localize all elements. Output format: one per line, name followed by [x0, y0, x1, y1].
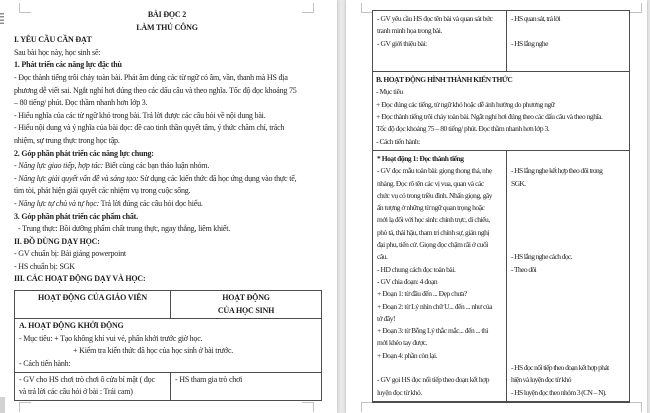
text-line: - HS chuẩn bị: SGK — [14, 261, 75, 271]
lesson-body-text — [14, 9, 320, 286]
text-line: - HD chung cách đọc toàn bài. — [377, 264, 456, 274]
activity-table-header — [15, 291, 321, 319]
text-line: - GV yêu cầu HS đọc tên bài và quan sát bức — [377, 14, 493, 23]
text-boundary-mark-icon — [630, 402, 642, 412]
text-line: mới lạ đối với học sinh: chính trực, di chiếu, — [377, 215, 490, 225]
student-activity-cell — [171, 373, 321, 400]
text-line: tìm tòi, phát hiện giải quyết các nhiệm vụ trong cuộc sống. — [14, 186, 191, 196]
student-activity-cell — [507, 11, 629, 71]
text-line — [14, 198, 320, 211]
text-line — [511, 202, 625, 214]
text-line: - HS lắng nghe cách đọc. — [511, 252, 572, 262]
text-line: A. HOẠT ĐỘNG KHỞI ĐỘNG — [19, 321, 124, 331]
text-line — [377, 362, 502, 374]
text-line: phương dễ viết sai. Ngắt nghỉ hơi đúng theo các dấu câu và theo nghĩa. Tốc độ đọc khoảng 75 — [14, 85, 297, 95]
text-line: - HS lắng nghe — [511, 38, 548, 48]
teacher-activity-cell — [373, 151, 507, 401]
text-line: - Hiểu nghĩa của các từ ngữ khó trong bài. Trả lời được các câu hỏi về nội dung bài. — [14, 110, 266, 120]
text-line: - HS lắng nghe kết hợp theo dõi trong — [511, 166, 603, 176]
text-line — [511, 239, 625, 251]
text-line: + Đoạn 2: từ Lý nhìn chữ U... đến ... như của — [377, 301, 493, 311]
text-line — [511, 153, 625, 165]
text-line: - GV cho HS chơi trò chơi ô cửa bí mật ( đọc — [19, 374, 155, 384]
text-line: ấn tượng ở những từ ngữ quan trọng hoặc — [377, 203, 485, 213]
text-line: * Hoạt động 1: Đọc thành tiếng — [377, 153, 464, 163]
text-line: - GV chuẩn bị: Bài giảng powerpoint — [14, 249, 126, 259]
text-line: LÀM THỦ CÔNG — [136, 22, 198, 32]
text-line — [14, 160, 320, 173]
text-line: + Đoạn 4: phần còn lại. — [377, 350, 438, 360]
teacher-column-header: HOẠT ĐỘNG CỦA GIÁO VIÊN — [15, 291, 171, 318]
text-line: + Đoạn 3: từ Bỗng Lý thắc mắc... đến ... thì — [377, 326, 488, 336]
text-line — [511, 227, 625, 239]
text-line — [511, 190, 625, 202]
text-line: 1. Phát triển các năng lực đặc thù — [14, 60, 122, 70]
table-row — [373, 151, 629, 402]
text-line — [511, 337, 625, 349]
text-line: mới khéo tay được. — [377, 338, 428, 348]
text-line — [511, 276, 625, 288]
text-line — [511, 214, 625, 226]
page-edge-fragment — [0, 397, 5, 413]
text-line: - Theo dõi — [511, 264, 537, 274]
text-line — [511, 301, 625, 313]
text-line: - Đọc thành tiếng trôi chảy toàn bài. Phát âm đúng các từ ngữ có âm, vần, thanh mà HS địa — [14, 72, 288, 82]
text-line — [14, 173, 320, 186]
activity-a-row — [15, 319, 321, 372]
text-line: - Mục tiêu — [376, 87, 403, 97]
text-line: SGK. — [511, 178, 526, 188]
teacher-activity-cell — [373, 11, 507, 71]
text-line: câu. — [377, 252, 388, 262]
document-page-right[interactable] — [346, 0, 647, 413]
text-line: - Hiểu nội dung và ý nghĩa của bài đọc: đề cao tinh thần quyết tâm, ý thức chăm chỉ, trách — [14, 123, 285, 133]
text-line: hiện và luyện đọc từ khó — [511, 375, 571, 385]
activity-b-row — [373, 72, 629, 151]
text-line — [511, 25, 625, 37]
text-line: chức vụ có trong triều đình. Nhấn giọng, gây — [377, 190, 493, 200]
text-span: - — [14, 198, 19, 208]
table-row — [373, 11, 629, 72]
text-line: - HS đọc nối tiếp theo đoạn kết hợp phát — [511, 363, 609, 373]
text-line: - GV đọc mẫu toàn bài: giọng thong thả, nhẹ — [377, 166, 492, 176]
text-boundary-mark-icon — [361, 402, 373, 412]
text-boundary-mark-icon — [630, 3, 642, 13]
text-span: Năng lực giao tiếp, hợp tác: — [18, 161, 104, 171]
text-line: tớ đây! — [377, 313, 396, 323]
text-line: + Đọc đúng các tiếng, từ ngữ khó hoặc dễ ảnh hưởng do phương ngữ — [376, 99, 555, 109]
text-line — [511, 313, 625, 325]
text-boundary-mark-icon — [302, 402, 314, 412]
text-line: Tốc độ đọc khoảng 75 – 80 tiếng/ phút. Đọc thầm nhanh hơn lớp 3. — [376, 124, 550, 134]
text-line: luyện đọc từ khó. — [377, 387, 422, 397]
text-line: - Cách tiến hành: — [376, 136, 420, 146]
ruler-fragment-icon — [0, 13, 4, 26]
student-activity-cell — [507, 151, 629, 401]
text-span: Năng lực giải quyết vấn đề và sáng tạo: — [18, 173, 139, 183]
text-line: + Kiểm tra kiến thức đã học của học sinh ở bài trước. — [73, 346, 234, 356]
text-line: phò tá, thái hậu, tham tri chính sự, gián nghị — [377, 227, 490, 237]
text-line — [377, 50, 502, 62]
text-line: - HS tham gia trò chơi — [175, 374, 243, 384]
activity-table — [14, 290, 322, 401]
text-line: - Cách tiến hành: — [19, 358, 71, 368]
activity-table-continued — [372, 10, 630, 403]
text-line: BÀI ĐỌC 2 — [147, 10, 187, 19]
text-line: nhiệm, sự trung thực trong học tập. — [14, 135, 120, 145]
text-line: II. ĐỒ DÙNG DẠY HỌC: — [14, 236, 100, 246]
text-line: - GV gọi HS đọc nối tiếp theo đoạn kết hợp — [377, 375, 489, 385]
student-header-line2: CỦA HỌC SINH — [217, 305, 275, 315]
text-line: - Trung thực: Bồi dưỡng phẩm chất trung thực, ngay thẳng, liêm khiết. — [18, 224, 231, 234]
text-line — [511, 288, 625, 300]
text-line: + Đoạn 1: từ đầu đến ... Đẹp chưa? — [377, 289, 467, 299]
text-line: III. CÁC HOẠT ĐỘNG DẠY VÀ HỌC: — [14, 274, 146, 284]
text-line: - GV chia đoạn: 4 đoạn — [377, 276, 438, 286]
text-line: - GV giới thiệu bài: — [377, 38, 427, 48]
text-span: Trả lời đúng các câu hỏi đọc hiểu. — [99, 198, 203, 208]
text-line: nhàng. Đọc rõ tên các vị vua, quan và các — [377, 178, 484, 188]
text-line: 3. Góp phần phát triển các phẩm chất. — [14, 211, 138, 221]
teacher-activity-cell — [15, 373, 171, 400]
text-span: Năng lực tự chủ và tự học: — [18, 198, 100, 208]
table-row — [15, 373, 321, 400]
text-span: Biết cùng các bạn thảo luận nhóm. — [103, 161, 210, 171]
text-line: tranh minh họa trong bài. — [377, 26, 442, 36]
text-span: Sử dụng các kiến thức đã học ứng dụng vào thực tế, — [138, 173, 297, 183]
text-line: - Mục tiêu: + Tạo không khí vui vẻ, phấn khởi trước giờ học. — [19, 333, 203, 343]
text-line: B. HOẠT ĐỘNG HÌNH THÀNH KIẾN THỨC — [376, 75, 513, 85]
text-line — [511, 325, 625, 337]
text-span: - — [14, 173, 19, 183]
text-line: – 80 tiếng/ phút. Đọc thầm nhanh hơn lớp 3. — [14, 98, 148, 108]
text-line — [511, 350, 625, 362]
text-line: - HS luyện đọc theo nhóm 3 (CN – N). — [511, 387, 607, 397]
text-line: và trả lời các câu hỏi ở bài : Trái cam) — [19, 387, 133, 397]
text-span: - — [14, 161, 19, 171]
text-line: đại phu, tiến cử. Giọng đọc chậm rãi ở cuối — [377, 240, 488, 250]
text-line: Sau bài học này, học sinh sẽ: — [14, 47, 101, 57]
student-column-header — [171, 291, 321, 318]
student-header-line1: HOẠT ĐỘNG — [222, 293, 270, 302]
text-line: + Đọc thành tiếng trôi chảy toàn bài. Ngắt nghỉ hơi đúng theo các dấu câu và theo nghĩa. — [376, 112, 603, 122]
text-line: I. YÊU CẦU CẦN ĐẠT — [14, 35, 92, 45]
text-boundary-mark-icon — [19, 402, 31, 412]
text-line: 2. Góp phần phát triển các năng lực chung: — [14, 148, 154, 158]
text-line: - HS quan sát, trả lời — [511, 14, 561, 23]
